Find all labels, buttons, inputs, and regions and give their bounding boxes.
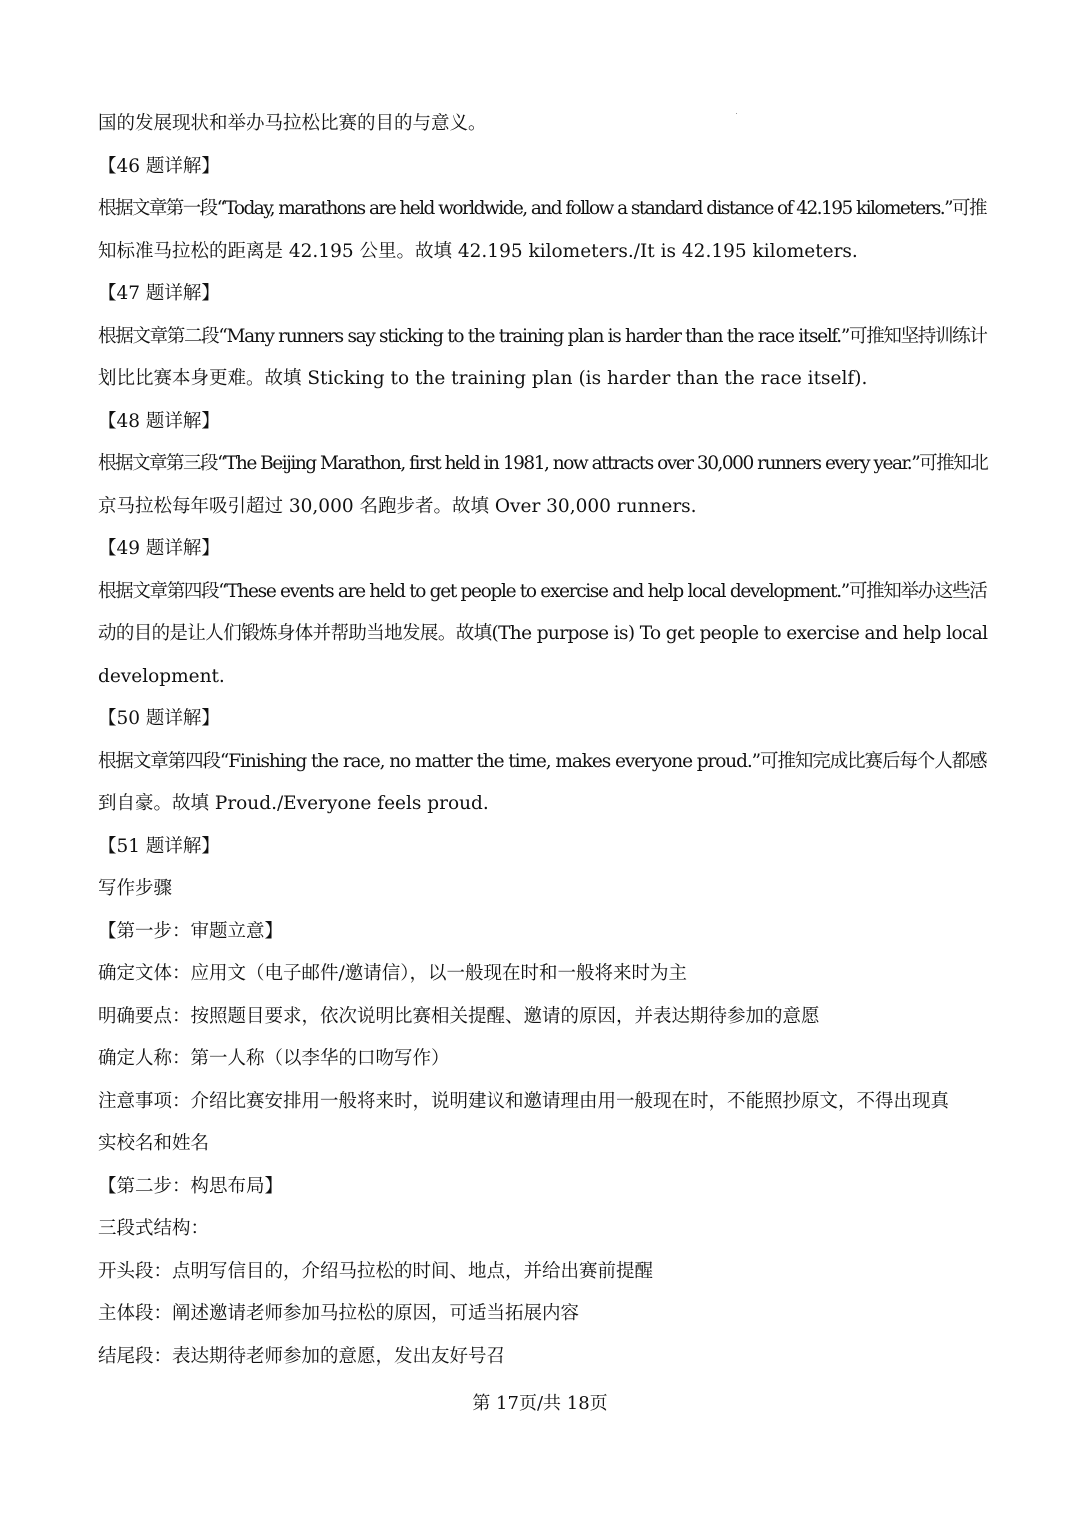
text-line: 根据文章第一段“Today, marathons are held worldwide, and follow a standard distance of 42.195 kilometers.”可推 xyxy=(98,198,986,219)
step-one-heading: 【第一步：审题立意】 xyxy=(98,920,284,942)
page-number: 第 17页/共 18页 xyxy=(472,1393,608,1414)
text-line: development. xyxy=(98,665,225,687)
text-line: 结尾段：表达期待老师参加的意愿，发出友好号召 xyxy=(98,1345,506,1367)
text-line: 根据文章第四段“Finishing the race, no matter the time, makes everyone proud.”可推知完成比赛后每个人都感 xyxy=(98,750,987,772)
text-line: 明确要点：按照题目要求，依次说明比赛相关提醒、邀请的原因，并表达期待参加的意愿 xyxy=(98,1005,820,1027)
step-two-heading: 【第二步：构思布局】 xyxy=(98,1175,284,1197)
text-line: 注意事项：介绍比赛安排用一般将来时，说明建议和邀请理由用一般现在时，不能照抄原文，不得出现真 xyxy=(98,1090,950,1112)
text-line: 开头段：点明写信目的，介绍马拉松的时间、地点，并给出赛前提醒 xyxy=(98,1260,654,1282)
writing-steps-heading: 写作步骤 xyxy=(98,878,173,899)
question-51-heading: 【51 题详解】 xyxy=(98,835,220,857)
text-line: 京马拉松每年吸引超过 30,000 名跑步者。故填 Over 30,000 runners. xyxy=(98,495,697,517)
text-line: 根据文章第三段“The Beijing Marathon, first held in 1981, now attracts over 30,000 runners every year.”可推知北 xyxy=(98,453,988,474)
text-line: 主体段：阐述邀请老师参加马拉松的原因，可适当拓展内容 xyxy=(98,1303,580,1324)
text-line: 确定人称：第一人称（以李华的口吻写作） xyxy=(98,1048,450,1069)
question-49-heading: 【49 题详解】 xyxy=(98,538,220,559)
text-line: 确定文体：应用文（电子邮件/邀请信），以一般现在时和一般将来时为主 xyxy=(98,963,687,984)
question-50-heading: 【50 题详解】 xyxy=(98,708,220,729)
text-line: 根据文章第二段“Many runners say sticking to the training plan is harder than the race itself.”可推知坚持训练计 xyxy=(98,325,987,347)
text-line: 三段式结构： xyxy=(98,1218,210,1239)
text-line: 动的目的是让人们锻炼身体并帮助当地发展。故填(The purpose is) To get people to exercise and help local xyxy=(98,623,988,644)
text-line: 国的发展现状和举办马拉松比赛的目的与意义。 xyxy=(98,113,487,134)
text-line: 实校名和姓名 xyxy=(98,1133,210,1154)
text-line: 知标准马拉松的距离是 42.195 公里。故填 42.195 kilometers./It is 42.195 kilometers. xyxy=(98,240,858,262)
text-line: 划比比赛本身更难。故填 Sticking to the training plan (is harder than the race itself). xyxy=(98,368,868,389)
text-line: 根据文章第四段“These events are held to get people to exercise and help local development.”可推知举办这些活 xyxy=(98,580,987,602)
text-line: 到自豪。故填 Proud./Everyone feels proud. xyxy=(98,793,489,814)
question-47-heading: 【47 题详解】 xyxy=(98,283,220,304)
question-48-heading: 【48 题详解】 xyxy=(98,410,220,432)
body-text xyxy=(98,103,988,1378)
question-46-heading: 【46 题详解】 xyxy=(98,155,220,177)
